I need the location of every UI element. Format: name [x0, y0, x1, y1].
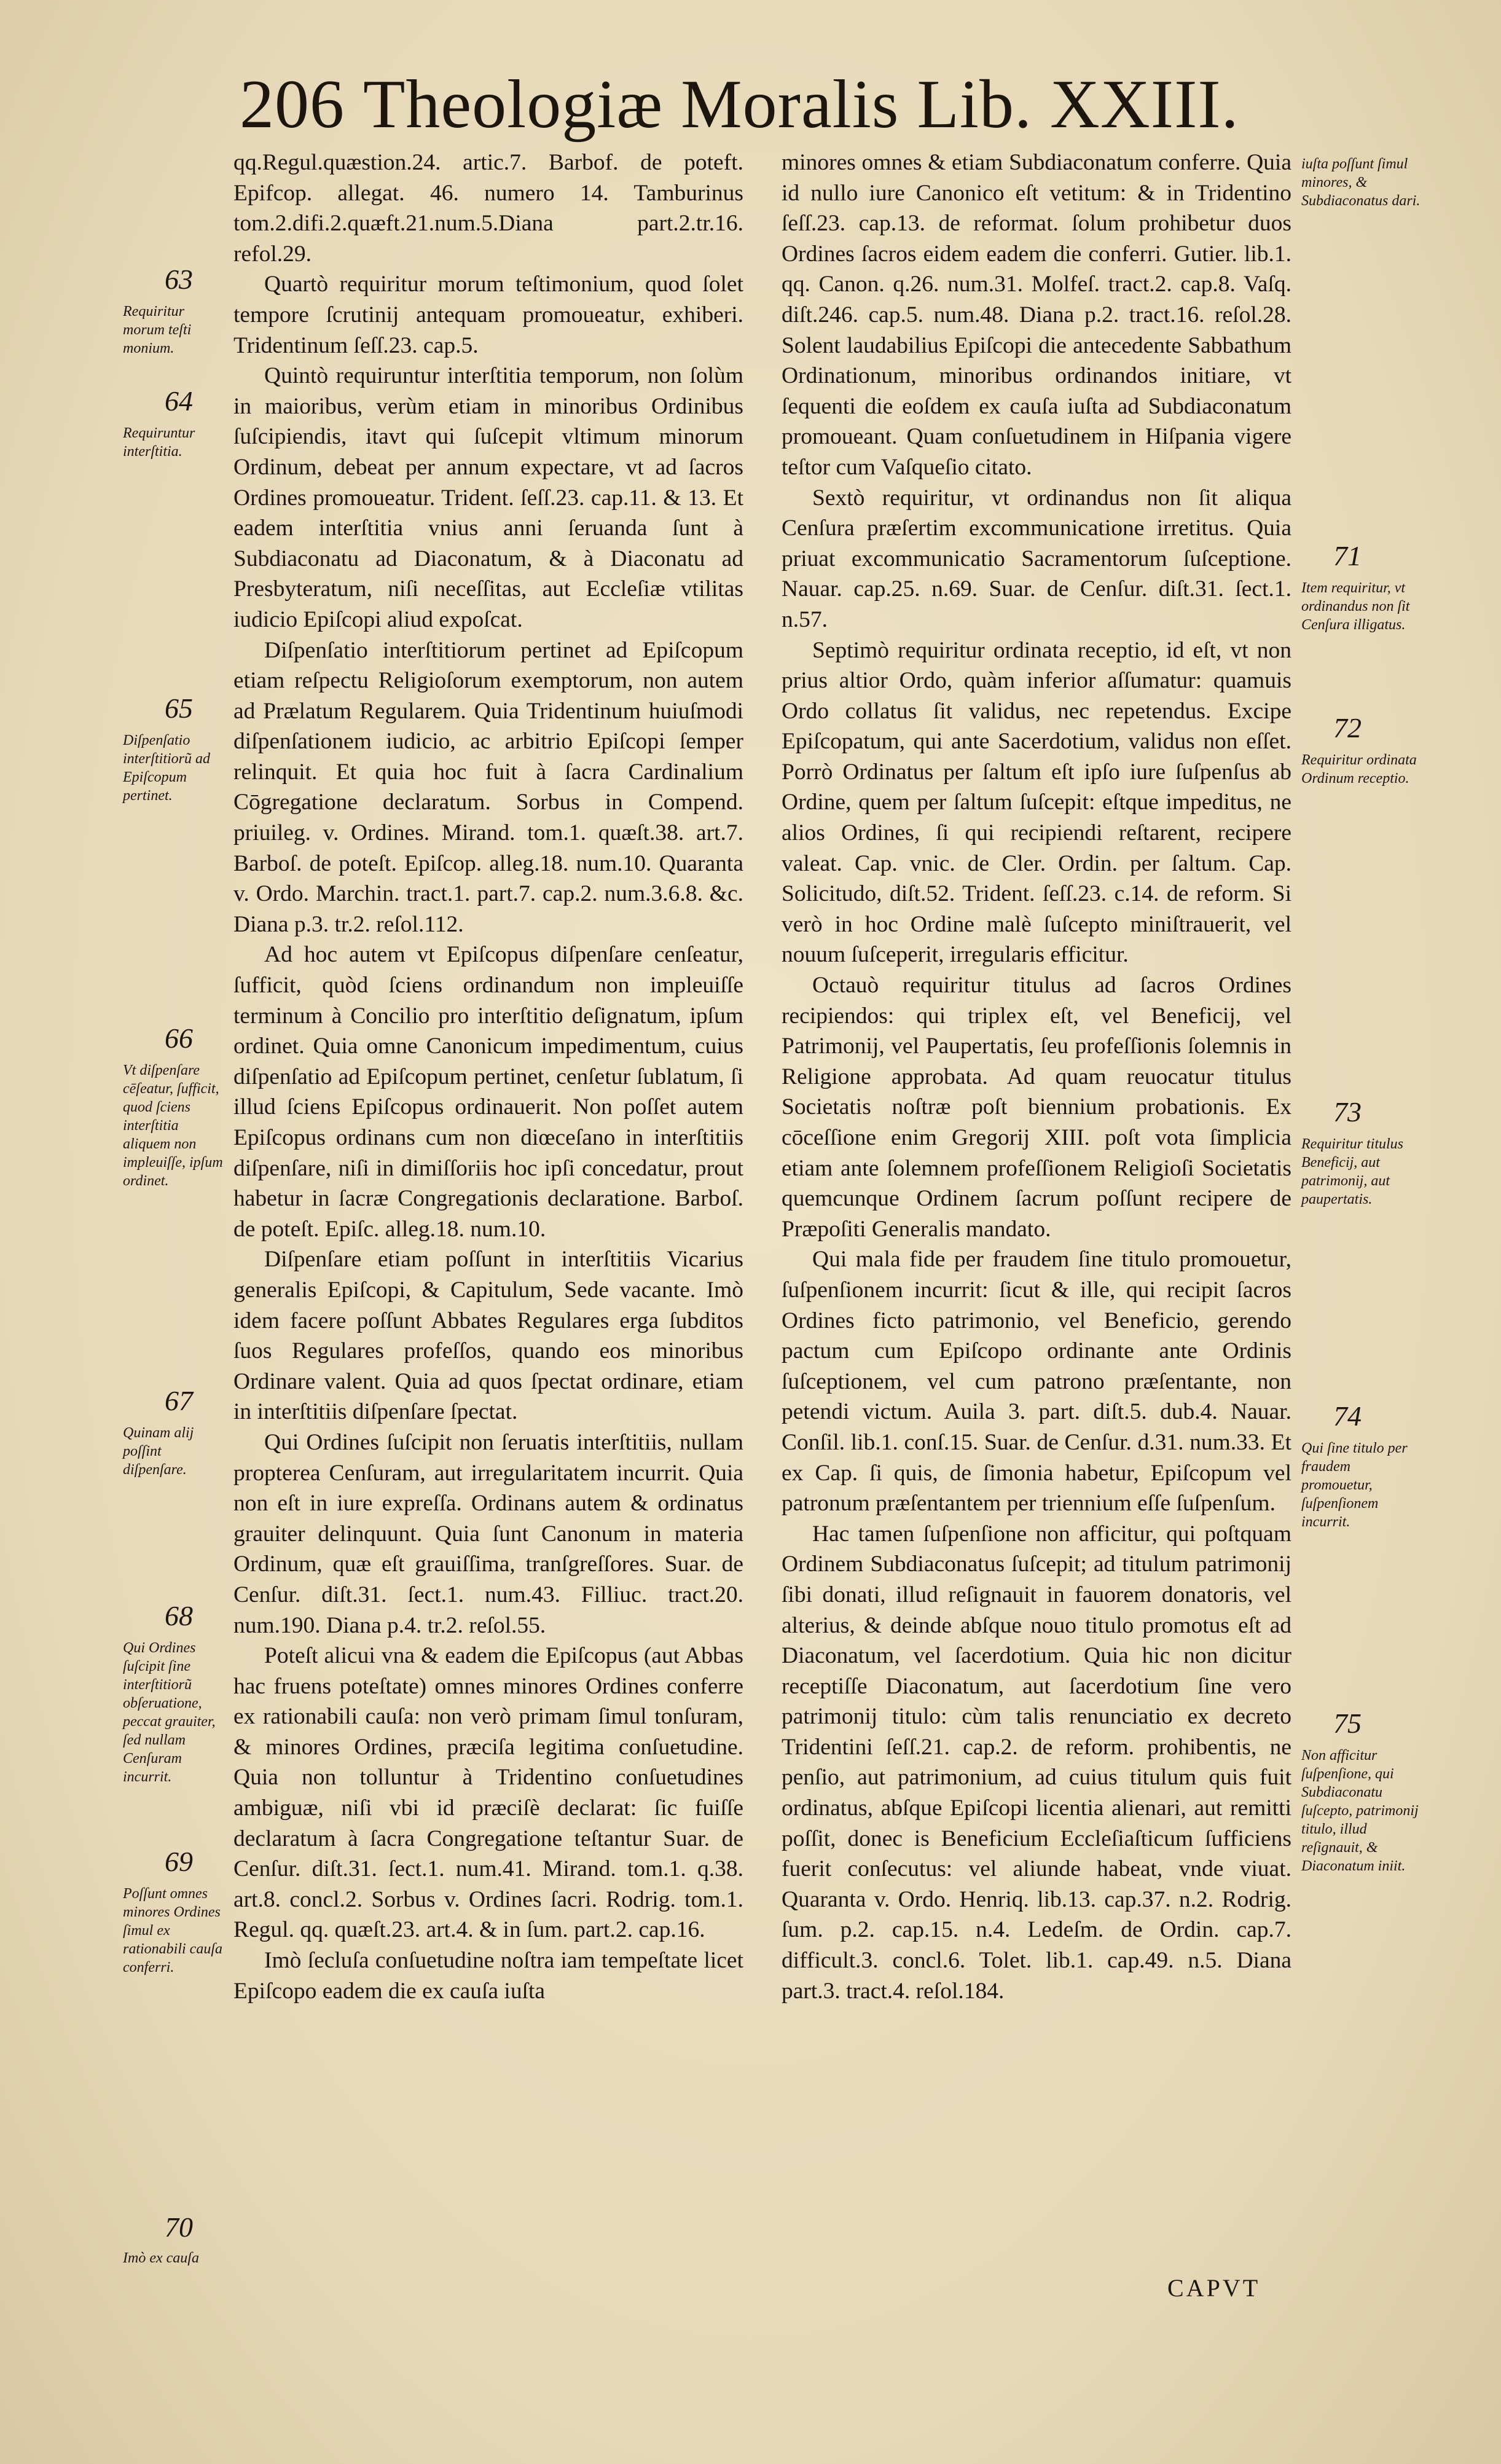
section-number: 66 [165, 1022, 193, 1054]
margin-note: Qui ſine titulo per fraudem promouetur, ſuſpenſionem incurrit. [1301, 1440, 1408, 1530]
paragraph: Quartò requiritur morum teſtimonium, quod ſolet tempore ſcrutinij antequam promoueatur, exhiberi. Tridentinum ſeſſ.23. cap.5. [233, 272, 743, 358]
running-title: Theologiæ Moralis Lib. XXIII. [363, 66, 1239, 143]
right-column [782, 147, 1291, 2006]
section-number: 75 [1333, 1708, 1362, 1739]
paragraph: Qui mala fide per fraudem ſine titulo promouetur, ſuſpenſionem incurrit: ſicut & ille, qui recipit ſacros Ordines ficto patrimonio, vel Beneficio, gerendo pactum cum Epiſcopo ordinante ante Ordinis ſuſceptionem, vel cum patrono præſentante, non petendi victum. Auila 3. part. diſt.5. dub.4. Nauar. Conſil. lib.1. conſ.15. Suar. de Cenſur. d.31. num.33. Et ex Cap. ſi quis, de ſimonia habetur, Epiſcopum vel patronum præſentantem per triennium eſſe ſuſpenſum. [782, 1247, 1291, 1516]
paragraph: Octauò requiritur titulus ad ſacros Ordines recipiendos: qui triplex eſt, vel Beneficij, vel Patrimonij, vel Paupertatis, ſeu profeſſionis ſolemnis in Religione approbata. Ad quam reuocatur titulus Societatis noſtræ poſt biennium probationis. Ex cōceſſione enim Gregorij XIII. poſt vota ſimplicia etiam ante ſolemnem profeſſionem Religioſi Societatis quemcunque Ordinem ſacrum poſſunt recipere de Præpoſiti Generalis mandato. [782, 973, 1291, 1242]
paragraph: Diſpenſare etiam poſſunt in interſtitiis Vicarius generalis Epiſcopi, & Capitulum, Sede vacante. Imò idem facere poſſunt Abbates Regulares erga ſubditos ſuos Regulares profeſſos, quando eos minoribus Ordinare valent. Quia ad quos ſpectat ordinare, etiam in interſtitiis diſpenſare ſpectat. [233, 1247, 743, 1425]
margin-note: Requiritur ordinata Ordinum receptio. [1301, 752, 1417, 787]
margin-note: Poſſunt omnes minores Ordines ſimul ex rationabili cauſa conferri. [123, 1886, 222, 1976]
section-number: 67 [165, 1385, 193, 1416]
paragraph: Imò ſecluſa conſuetudine noſtra iam tempeſtate licet Epiſcopo eadem die ex cauſa iuſta [233, 1948, 743, 2004]
section-number: 68 [165, 1600, 193, 1631]
left-column [233, 147, 743, 2006]
margin-note: Vt diſpenſare cēſeatur, ſufficit, quod ſciens interſtitia aliquem non impleuiſſe, ipſum ordinet. [123, 1062, 223, 1189]
section-number: 70 [165, 2211, 193, 2243]
margin-note: Quinam alij poſſint diſpenſare. [123, 1425, 194, 1478]
paragraph: Quintò requiruntur interſtitia temporum, non ſolùm in maioribus, verùm etiam in minoribus Ordinibus ſuſcipiendis, itavt qui ſuſcepit vltimum minorum Ordinum, debeat per annum expectare, vt ad ſacros Ordines promoueatur. Trident. ſeſſ.23. cap.11. & 13. Et eadem interſtitia vnius anni ſeruanda ſunt à Subdiaconatu ad Diaconatum, & à Diaconatu ad Presbyteratum, niſi neceſſitas, aut Eccleſiæ vtilitas iudicio Epiſcopi aliud expoſcat. [233, 363, 743, 632]
section-number: 73 [1333, 1096, 1362, 1128]
margin-note: Non afficitur ſuſpenſione, qui Subdiaconatu ſuſcepto, patrimonij titulo, illud reſignauit, & Diaconatum iniit. [1301, 1748, 1419, 1874]
margin-note: Qui Ordines ſuſcipit ſine interſtitiorũ obſeruatione, peccat grauiter, ſed nullam Cenſuram incurrit. [123, 1640, 216, 1785]
margin-note: Requiritur titulus Beneficij, aut patrimonij, aut paupertatis. [1301, 1136, 1404, 1207]
paragraph: minores omnes & etiam Subdiaconatum conferre. Quia id nullo iure Canonico eſt vetitum: & in Tridentino ſeſſ.23. cap.13. de reformat. ſolum prohibetur duos Ordines ſacros eidem eadem die conferri. Gutier. lib.1. qq. Canon. q.26. num.31. Molfeſ. tract.2. cap.8. Vaſq. diſt.246. cap.5. num.48. Diana p.2. tract.16. reſol.28. Solent laudabilius Epiſcopi die antecedente Sabbathum Ordinationum, minoribus ordinandos initiare, vt ſequenti die eoſdem ex cauſa iuſta ad Subdiaconatum promoueant. Quam conſuetudinem in Hiſpania vigere teſtor cum Vaſqueſio citato. [782, 150, 1291, 480]
catchword: CAPVT [1167, 2274, 1261, 2302]
paragraph: Diſpenſatio interſtitiorum pertinet ad Epiſcopum etiam reſpectu Religioſorum exemptorum, non autem ad Prælatum Regularem. Quia Tridentinum huiuſmodi diſpenſationem iudicio, ac arbitrio Epiſcopi ſemper relinquit. Et quia hoc fuit à ſacra Cardinalium Cōgregatione declaratum. Sorbus in Compend. priuileg. v. Ordines. Mirand. tom.1. quæſt.38. art.7. Barboſ. de poteſt. Epiſcop. alleg.18. num.10. Quaranta v. Ordo. Marchin. tract.1. part.7. cap.2. num.3.6.8. &c. Diana p.3. tr.2. reſol.112. [233, 637, 743, 937]
margin-note: Diſpenſatio interſtitiorũ ad Epiſcopum pertinet. [123, 732, 211, 804]
paragraph: Poteſt alicui vna & eadem die Epiſcopus (aut Abbas hac fruens poteſtate) omnes minores Ordines conferre ex rationabili cauſa: non verò primam ſimul tonſuram, & minores Ordines, præciſa legitima conſuetudine. Quia non tolluntur à Tridentino conſuetudines ambiguæ, niſi vbi id præciſè declarat: ſic fuiſſe declaratum à ſacra Congregatione teſtantur Suar. de Cenſur. diſt.31. ſect.1. num.41. Mirand. tom.1. q.38. art.8. concl.2. Sorbus v. Ordines ſacri. Rodrig. tom.1. Regul. qq. quæſt.23. art.4. & in ſum. part.2. cap.16. [233, 1643, 743, 1943]
section-number: 65 [165, 693, 193, 724]
paragraph: Sextò requiritur, vt ordinandus non ſit aliqua Cenſura præſertim excommunicatione irretitus. Quia priuat excommunicatio Sacramentorum ſuſceptione. Nauar. cap.25. n.69. Suar. de Cenſur. diſt.31. ſect.1. n.57. [782, 485, 1291, 632]
paragraph: qq.Regul.quæstion.24. artic.7. Barbof. de poteft. Epifcop. allegat. 46. numero 14. Tamburinus tom.2.difi.2.quæft.21.num.5.Diana part.2.tr.16. refol.29. [233, 150, 743, 267]
page-header [240, 58, 1284, 151]
margin-note: iuſta poſſunt ſimul minores, & Subdiaconatus dari. [1301, 156, 1421, 209]
paragraph: Qui Ordines ſuſcipit non ſeruatis interſtitiis, nullam propterea Cenſuram, aut irregularitatem incurrit. Quia non eſt in iure expreſſa. Ordinans autem & ordinatus grauiter delinquunt. Quia ſunt Canonum in materia Ordinum, quæ eſt grauiſſima, tranſgreſſores. Suar. de Cenſur. diſt.31. ſect.1. num.43. Filliuc. tract.20. num.190. Diana p.4. tr.2. reſol.55. [233, 1429, 743, 1638]
margin-note: Requiritur morum teſti monium. [123, 304, 192, 356]
section-number: 72 [1333, 712, 1362, 744]
section-number: 74 [1333, 1400, 1362, 1432]
paragraph: Hac tamen ſuſpenſione non afficitur, qui poſtquam Ordinem Subdiaconatus ſuſcepit; ad titulum patrimonij ſibi donati, illud reſignauit in fauorem donatoris, vel alterius, & deinde abſque nouo titulo promotus eſt ad Diaconatum, vel ſacerdotium. Quia hic non dicitur receptiſſe Diaconatum, aut ſacerdotium ſine vero patrimonij titulo: cùm talis renunciatio ex decreto Tridentini ſeſſ.21. cap.2. de reform. prohibentis, ne penſio, aut patrimonium, ad cuius titulum quis fuit ordinatus, abſque Epiſcopi licentia alienari, aut remitti poſſit, donec is Beneficium Eccleſiaſticum ſufficiens fuerit conſecutus: vel aliunde habeat, vnde viuat. Quaranta v. Ordo. Henriq. lib.13. cap.37. n.2. Rodrig. ſum. p.2. cap.15. n.4. Ledeſm. de Ordin. cap.7. difficult.3. concl.6. Tolet. lib.1. cap.49. n.5. Diana part.3. tract.4. reſol.184. [782, 1521, 1291, 2004]
section-number: 71 [1333, 540, 1362, 571]
margin-note: Imò ex cauſa [123, 2250, 199, 2266]
paragraph: Ad hoc autem vt Epiſcopus diſpenſare cenſeatur, ſufficit, quòd ſciens ordinandum non impleuiſſe terminum à Concilio pro interſtitio deſignatum, ipſum ordinet. Quia omne Canonicum impedimentum, cuius diſpenſatio ad Epiſcopum pertinet, cenſetur ſublatum, ſi illud ſciens Epiſcopus ordinauerit. Non poſſet autem Epiſcopus ordinans cum non diœceſano in interſtitiis diſpenſare, niſi in dimiſſoriis hoc ipſi concedatur, prout habetur in ſacræ Congregationis declaratione. Barboſ. de poteſt. Epiſc. alleg.18. num.10. [233, 942, 743, 1242]
section-number: 64 [165, 385, 193, 417]
margin-note: Item requiritur, vt ordinandus non ſit Cenſura illigatus. [1301, 580, 1410, 633]
section-number: 63 [165, 264, 193, 295]
paragraph: Septimò requiritur ordinata receptio, id eſt, vt non prius altior Ordo, quàm inferior aſſumatur: quamuis Ordo collatus ſit validus, nec repetendus. Excipe Epiſcopatum, qui ante Sacerdotium, validus non eſſet. Porrò Ordinatus per ſaltum eſt ipſo iure ſuſpenſus ab Ordine, quem per ſaltum ſuſcepit: eſtque impeditus, ne alios Ordines, ſi qui recipiendi reſtarent, recipere valeat. Cap. vnic. de Cler. Ordin. per ſaltum. Cap. Solicitudo, diſt.52. Trident. ſeſſ.23. c.14. de reform. Si verò in hoc Ordine malè ſuſcepto miniſtrauerit, vel nouum ſuſceperit, irregularis efficitur. [782, 637, 1291, 968]
margin-note: Requiruntur interſtitia. [123, 425, 195, 460]
section-number: 69 [165, 1846, 193, 1877]
page-number: 206 [240, 66, 345, 143]
